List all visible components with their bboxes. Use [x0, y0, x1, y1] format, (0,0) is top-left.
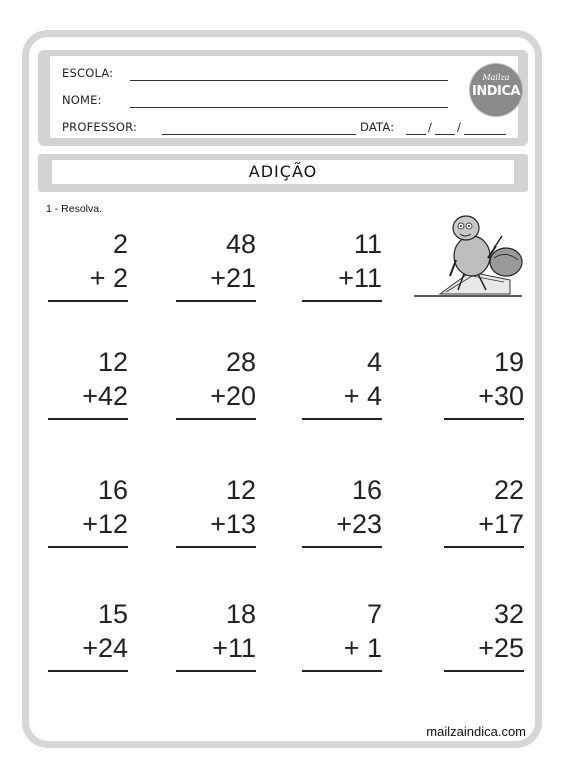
date-month-field[interactable] — [435, 134, 455, 135]
addition-problem[interactable] — [444, 346, 524, 426]
addition-problem[interactable] — [302, 598, 382, 678]
addition-problem[interactable] — [48, 474, 128, 554]
addend-bottom: +42 — [82, 381, 128, 411]
addend-bottom: +20 — [210, 381, 256, 411]
addend-bottom: +25 — [478, 633, 524, 663]
addend-bottom: +17 — [478, 509, 524, 539]
answer-line — [176, 670, 256, 672]
addend-top: 18 — [225, 599, 256, 629]
addition-problem[interactable] — [444, 598, 524, 678]
addition-problem[interactable] — [302, 228, 382, 308]
date-separator: / — [457, 120, 462, 134]
addition-problem[interactable] — [48, 598, 128, 678]
addend-top: 16 — [351, 475, 382, 505]
answer-line — [302, 670, 382, 672]
addend-top: 16 — [97, 475, 128, 505]
date-year-field[interactable] — [464, 134, 506, 135]
answer-line — [302, 546, 382, 548]
addition-problem[interactable] — [302, 474, 382, 554]
mailza-indica-logo — [470, 64, 522, 116]
addend-bottom: +23 — [336, 509, 382, 539]
answer-line — [48, 546, 128, 548]
escola-field[interactable] — [130, 80, 448, 81]
addend-bottom: +21 — [210, 263, 256, 293]
addend-top: 22 — [493, 475, 524, 505]
addend-top: 32 — [493, 599, 524, 629]
addend-top: 19 — [493, 347, 524, 377]
answer-line — [176, 418, 256, 420]
addend-bottom: +12 — [82, 509, 128, 539]
logo-small-text: Mailza — [482, 73, 510, 82]
addend-bottom: + 1 — [343, 633, 382, 663]
addition-problem[interactable] — [176, 474, 256, 554]
nome-label: NOME: — [62, 93, 102, 107]
answer-line — [48, 670, 128, 672]
addend-bottom: +24 — [82, 633, 128, 663]
answer-line — [176, 546, 256, 548]
addend-top: 2 — [112, 229, 128, 259]
answer-line — [444, 418, 524, 420]
addend-top: 48 — [225, 229, 256, 259]
addition-problem[interactable] — [444, 474, 524, 554]
website-footer: mailzaindica.com — [426, 724, 526, 739]
addend-top: 28 — [225, 347, 256, 377]
addend-top: 12 — [225, 475, 256, 505]
escola-label: ESCOLA: — [62, 66, 114, 80]
addend-bottom: +30 — [478, 381, 524, 411]
professor-field[interactable] — [162, 134, 356, 135]
answer-line — [444, 546, 524, 548]
addition-problem[interactable] — [176, 228, 256, 308]
addend-bottom: + 4 — [343, 381, 382, 411]
professor-label: PROFESSOR: — [62, 120, 138, 134]
answer-line — [302, 300, 382, 302]
nome-field[interactable] — [130, 107, 448, 108]
mascot-illustration — [410, 210, 526, 302]
answer-line — [48, 418, 128, 420]
data-label: DATA: — [360, 120, 395, 134]
addend-top: 4 — [366, 347, 382, 377]
addition-problem[interactable] — [48, 228, 128, 308]
addition-problem[interactable] — [48, 346, 128, 426]
addend-bottom: +13 — [210, 509, 256, 539]
date-day-field[interactable] — [406, 134, 426, 135]
page-title: ADIÇÃO — [52, 160, 514, 184]
instruction-text: 1 - Resolva. — [46, 203, 103, 215]
title-box — [38, 154, 528, 192]
answer-line — [302, 418, 382, 420]
header-box — [38, 50, 528, 146]
addition-problem[interactable] — [176, 598, 256, 678]
answer-line — [444, 670, 524, 672]
addend-top: 11 — [353, 229, 382, 259]
addend-top: 12 — [97, 347, 128, 377]
addend-bottom: +11 — [338, 263, 382, 293]
addition-problem[interactable] — [302, 346, 382, 426]
date-separator: / — [428, 120, 433, 134]
answer-line — [176, 300, 256, 302]
addend-bottom: +11 — [212, 633, 256, 663]
addition-problem[interactable] — [176, 346, 256, 426]
addend-top: 7 — [366, 599, 382, 629]
logo-big-text: INDICA — [472, 84, 520, 99]
addend-top: 15 — [97, 599, 128, 629]
header-fields — [50, 56, 518, 138]
answer-line — [48, 300, 128, 302]
addend-bottom: + 2 — [89, 263, 128, 293]
